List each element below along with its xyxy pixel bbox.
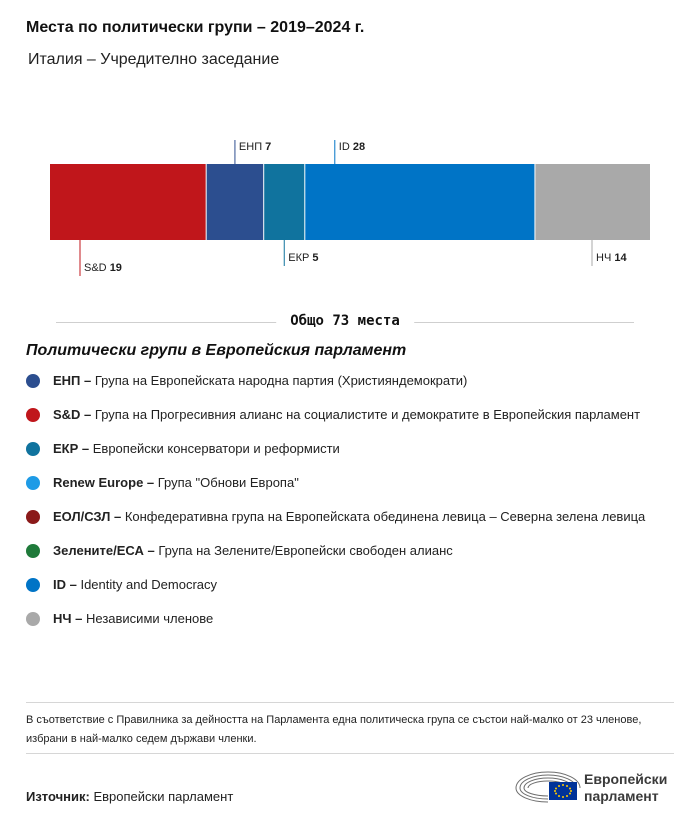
bar-segment-4 [535, 164, 650, 240]
total-seats [56, 312, 634, 332]
legend-dot-icon [26, 578, 40, 592]
legend-dot-icon [26, 442, 40, 456]
bar-segment-3 [305, 164, 535, 240]
legend-abbr: S&D – [53, 407, 92, 422]
legend-abbr: ID – [53, 577, 77, 592]
note-divider-top [26, 702, 674, 703]
segment-name: S&D [84, 262, 110, 274]
legend-text: Група на Зелените/Европейски свободен алианс [154, 543, 453, 558]
segment-name: ЕКР [288, 252, 313, 264]
source [26, 789, 233, 804]
segment-value: 7 [265, 141, 272, 153]
source-label: Източник: [26, 789, 90, 804]
segment-value: 14 [614, 252, 627, 264]
segment-value: 28 [352, 141, 366, 153]
legend-text: Identity and Democracy [76, 577, 218, 592]
legend-dot-icon [26, 544, 40, 558]
legend-dot-icon [26, 374, 40, 388]
segment-label [596, 252, 627, 264]
legend-item [26, 474, 666, 492]
segment-label [339, 141, 365, 153]
segment-value: 5 [312, 252, 319, 264]
legend-item [26, 440, 666, 458]
segment-name: ЕНП [238, 141, 266, 153]
legend [26, 372, 666, 644]
legend-abbr: ЕНП – [53, 373, 92, 388]
legend-item [26, 576, 666, 594]
segment-value: 19 [109, 262, 122, 274]
total-seats-label: Общо 73 места [276, 313, 414, 329]
legend-item [26, 508, 666, 526]
logo-line-2: парламент [584, 788, 659, 804]
logo-line-1: Европейски [584, 771, 668, 787]
legend-text: Европейски консерватори и реформисти [89, 441, 340, 456]
segment-label [288, 252, 318, 264]
seat-bar-chart [0, 130, 700, 290]
logo-text [584, 771, 667, 805]
legend-item [26, 372, 666, 390]
legend-dot-icon [26, 476, 40, 490]
legend-dot-icon [26, 612, 40, 626]
chart-subtitle: Италия – Учредително заседание [28, 51, 280, 68]
legend-text: Конфедеративна група на Европейската обединена левица – Северна зелена левица [121, 509, 646, 524]
legend-dot-icon [26, 510, 40, 524]
note-divider-bottom [26, 753, 674, 754]
bar-segment-2 [264, 164, 305, 240]
legend-text: Група на Прогресивния алианс на социалистите и демократите в Европейския парламент [91, 407, 641, 422]
legend-text: Група на Европейската народна партия (Християндемократи) [91, 373, 468, 388]
legend-title: Политически групи в Европейския парламент [26, 342, 407, 359]
legend-item [26, 406, 666, 424]
legend-item [26, 542, 666, 560]
segment-name: ID [338, 141, 353, 153]
legend-abbr: НЧ – [53, 611, 83, 626]
bar-segment-0 [50, 164, 206, 240]
segment-label [84, 262, 122, 274]
bar-segment-1 [206, 164, 264, 240]
legend-abbr: ЕОЛ/СЗЛ – [53, 509, 122, 524]
legend-text: Група "Обнови Европа" [154, 475, 299, 490]
legend-item [26, 610, 666, 628]
source-text: Европейски парламент [89, 789, 234, 804]
legend-text: Независими членове [82, 611, 214, 626]
legend-abbr: Зелените/ЕСА – [53, 543, 155, 558]
segment-name: НЧ [596, 252, 615, 264]
legend-dot-icon [26, 408, 40, 422]
legend-abbr: ЕКР – [53, 441, 90, 456]
chart-title: Места по политически групи – 2019–2024 г. [26, 19, 365, 36]
segment-label [239, 141, 271, 153]
legend-abbr: Renew Europe – [53, 475, 155, 490]
footnote: В съответствие с Правилника за дейността на Парламента една политическа група се състои най-малко от 23 членове, избрани в най-малко седем държави членки. [26, 714, 642, 745]
